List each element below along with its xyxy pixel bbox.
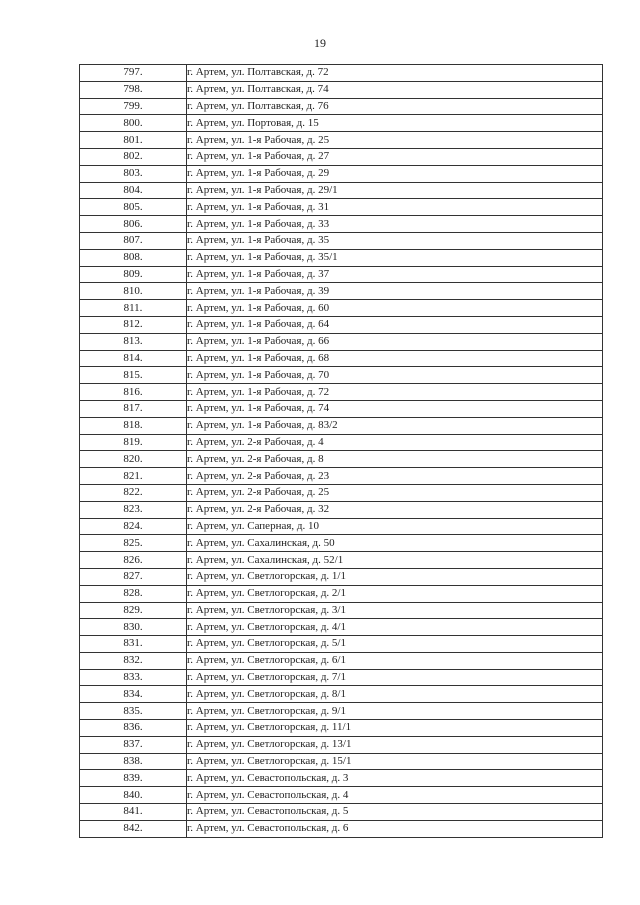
row-address: г. Артем, ул. Полтавская, д. 72 — [187, 65, 603, 82]
row-number: 833. — [80, 669, 187, 686]
table-row — [80, 81, 603, 98]
row-address: г. Артем, ул. Севастопольская, д. 3 — [187, 770, 603, 787]
row-number: 837. — [80, 736, 187, 753]
row-address: г. Артем, ул. 1-я Рабочая, д. 39 — [187, 283, 603, 300]
table-row — [80, 115, 603, 132]
row-number: 803. — [80, 165, 187, 182]
row-number: 832. — [80, 652, 187, 669]
row-address: г. Артем, ул. Полтавская, д. 76 — [187, 98, 603, 115]
table-row — [80, 148, 603, 165]
row-number: 822. — [80, 484, 187, 501]
row-address: г. Артем, ул. 2-я Рабочая, д. 23 — [187, 468, 603, 485]
row-address: г. Артем, ул. Светлогорская, д. 15/1 — [187, 753, 603, 770]
table-row — [80, 165, 603, 182]
row-number: 838. — [80, 753, 187, 770]
row-number: 799. — [80, 98, 187, 115]
table-row — [80, 669, 603, 686]
row-address: г. Артем, ул. 1-я Рабочая, д. 83/2 — [187, 417, 603, 434]
table-row — [80, 770, 603, 787]
table-row — [80, 451, 603, 468]
table-row — [80, 484, 603, 501]
row-number: 797. — [80, 65, 187, 82]
row-number: 804. — [80, 182, 187, 199]
row-address: г. Артем, ул. Севастопольская, д. 6 — [187, 820, 603, 837]
table-row — [80, 266, 603, 283]
row-address: г. Артем, ул. Светлогорская, д. 2/1 — [187, 585, 603, 602]
row-address: г. Артем, ул. 1-я Рабочая, д. 25 — [187, 132, 603, 149]
row-number: 815. — [80, 367, 187, 384]
row-address: г. Артем, ул. 1-я Рабочая, д. 35/1 — [187, 249, 603, 266]
row-number: 835. — [80, 703, 187, 720]
row-address: г. Артем, ул. Полтавская, д. 74 — [187, 81, 603, 98]
table-row — [80, 820, 603, 837]
table-row — [80, 65, 603, 82]
table-row — [80, 367, 603, 384]
table-row — [80, 736, 603, 753]
row-number: 842. — [80, 820, 187, 837]
row-address: г. Артем, ул. 1-я Рабочая, д. 37 — [187, 266, 603, 283]
row-address: г. Артем, ул. 2-я Рабочая, д. 32 — [187, 501, 603, 518]
table-row — [80, 686, 603, 703]
table-row — [80, 333, 603, 350]
row-number: 819. — [80, 434, 187, 451]
row-number: 830. — [80, 619, 187, 636]
row-address: г. Артем, ул. 1-я Рабочая, д. 68 — [187, 350, 603, 367]
row-number: 812. — [80, 316, 187, 333]
row-address: г. Артем, ул. Светлогорская, д. 5/1 — [187, 636, 603, 653]
row-number: 829. — [80, 602, 187, 619]
row-address: г. Артем, ул. Севастопольская, д. 4 — [187, 787, 603, 804]
row-number: 800. — [80, 115, 187, 132]
row-number: 802. — [80, 148, 187, 165]
page-number: 19 — [314, 36, 326, 50]
row-number: 817. — [80, 400, 187, 417]
row-number: 825. — [80, 535, 187, 552]
row-number: 809. — [80, 266, 187, 283]
table-row — [80, 568, 603, 585]
row-number: 816. — [80, 384, 187, 401]
row-number: 805. — [80, 199, 187, 216]
table-row — [80, 216, 603, 233]
table-row — [80, 535, 603, 552]
table-row — [80, 501, 603, 518]
row-number: 813. — [80, 333, 187, 350]
row-address: г. Артем, ул. 1-я Рабочая, д. 35 — [187, 232, 603, 249]
address-table — [79, 64, 603, 838]
row-address: г. Артем, ул. 2-я Рабочая, д. 8 — [187, 451, 603, 468]
row-number: 827. — [80, 568, 187, 585]
table-row — [80, 199, 603, 216]
table-row — [80, 384, 603, 401]
table-row — [80, 636, 603, 653]
row-address: г. Артем, ул. Светлогорская, д. 4/1 — [187, 619, 603, 636]
row-address: г. Артем, ул. Светлогорская, д. 9/1 — [187, 703, 603, 720]
row-address: г. Артем, ул. Светлогорская, д. 3/1 — [187, 602, 603, 619]
row-address: г. Артем, ул. Саперная, д. 10 — [187, 518, 603, 535]
table-row — [80, 350, 603, 367]
table-row — [80, 468, 603, 485]
row-number: 828. — [80, 585, 187, 602]
row-number: 811. — [80, 300, 187, 317]
row-number: 831. — [80, 636, 187, 653]
table-row — [80, 316, 603, 333]
table-body — [80, 65, 603, 838]
row-number: 824. — [80, 518, 187, 535]
row-address: г. Артем, ул. 1-я Рабочая, д. 72 — [187, 384, 603, 401]
row-address: г. Артем, ул. Светлогорская, д. 1/1 — [187, 568, 603, 585]
row-number: 810. — [80, 283, 187, 300]
row-address: г. Артем, ул. 1-я Рабочая, д. 60 — [187, 300, 603, 317]
table-row — [80, 585, 603, 602]
row-number: 836. — [80, 720, 187, 737]
row-address: г. Артем, ул. 1-я Рабочая, д. 74 — [187, 400, 603, 417]
row-number: 820. — [80, 451, 187, 468]
table-row — [80, 132, 603, 149]
table-row — [80, 787, 603, 804]
row-number: 807. — [80, 232, 187, 249]
row-number: 840. — [80, 787, 187, 804]
row-address: г. Артем, ул. Севастопольская, д. 5 — [187, 804, 603, 821]
row-address: г. Артем, ул. 1-я Рабочая, д. 70 — [187, 367, 603, 384]
row-address: г. Артем, ул. 1-я Рабочая, д. 64 — [187, 316, 603, 333]
table-row — [80, 619, 603, 636]
row-address: г. Артем, ул. Светлогорская, д. 13/1 — [187, 736, 603, 753]
row-number: 841. — [80, 804, 187, 821]
table-row — [80, 518, 603, 535]
row-address: г. Артем, ул. Светлогорская, д. 7/1 — [187, 669, 603, 686]
row-number: 818. — [80, 417, 187, 434]
table-row — [80, 417, 603, 434]
row-address: г. Артем, ул. Сахалинская, д. 52/1 — [187, 552, 603, 569]
row-address: г. Артем, ул. Портовая, д. 15 — [187, 115, 603, 132]
row-address: г. Артем, ул. 1-я Рабочая, д. 33 — [187, 216, 603, 233]
table-row — [80, 753, 603, 770]
row-number: 808. — [80, 249, 187, 266]
row-address: г. Артем, ул. Сахалинская, д. 50 — [187, 535, 603, 552]
table-row — [80, 249, 603, 266]
row-number: 839. — [80, 770, 187, 787]
row-address: г. Артем, ул. 1-я Рабочая, д. 66 — [187, 333, 603, 350]
row-address: г. Артем, ул. 2-я Рабочая, д. 4 — [187, 434, 603, 451]
table-row — [80, 400, 603, 417]
row-number: 826. — [80, 552, 187, 569]
row-number: 821. — [80, 468, 187, 485]
row-number: 801. — [80, 132, 187, 149]
row-number: 814. — [80, 350, 187, 367]
row-address: г. Артем, ул. 1-я Рабочая, д. 31 — [187, 199, 603, 216]
row-address: г. Артем, ул. Светлогорская, д. 6/1 — [187, 652, 603, 669]
table-row — [80, 804, 603, 821]
table-row — [80, 434, 603, 451]
table-row — [80, 98, 603, 115]
row-number: 834. — [80, 686, 187, 703]
table-row — [80, 720, 603, 737]
row-number: 806. — [80, 216, 187, 233]
row-address: г. Артем, ул. 2-я Рабочая, д. 25 — [187, 484, 603, 501]
table-row — [80, 182, 603, 199]
table-row — [80, 300, 603, 317]
row-address: г. Артем, ул. Светлогорская, д. 11/1 — [187, 720, 603, 737]
row-number: 798. — [80, 81, 187, 98]
table-row — [80, 652, 603, 669]
row-address: г. Артем, ул. 1-я Рабочая, д. 29 — [187, 165, 603, 182]
table-row — [80, 703, 603, 720]
table-row — [80, 602, 603, 619]
table-row — [80, 232, 603, 249]
row-address: г. Артем, ул. Светлогорская, д. 8/1 — [187, 686, 603, 703]
row-number: 823. — [80, 501, 187, 518]
row-address: г. Артем, ул. 1-я Рабочая, д. 27 — [187, 148, 603, 165]
table-row — [80, 283, 603, 300]
table-row — [80, 552, 603, 569]
row-address: г. Артем, ул. 1-я Рабочая, д. 29/1 — [187, 182, 603, 199]
